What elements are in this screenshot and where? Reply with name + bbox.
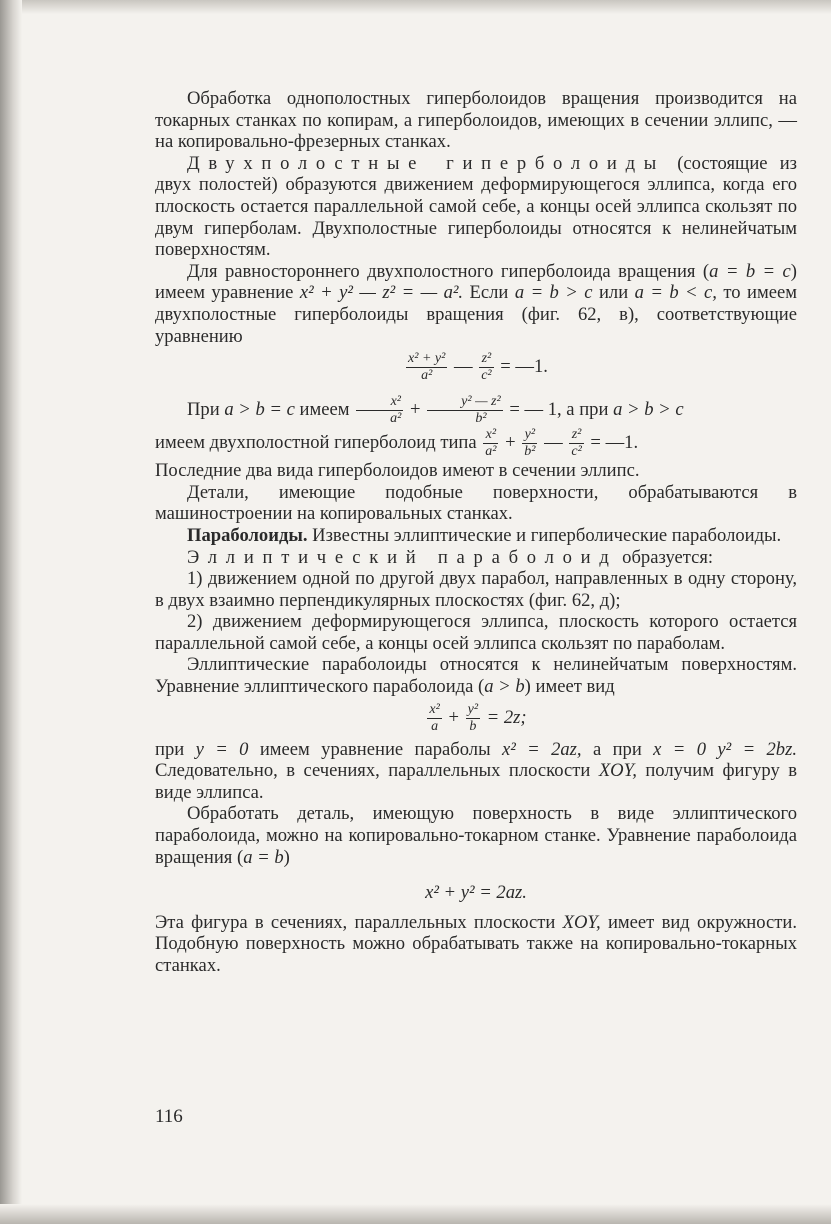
p3-eq: x² + y² — z² = — a². bbox=[299, 282, 464, 304]
p10-part: Эллиптические параболоиды относятся к нелинейчатым поверхностям. Уравнение эллиптического параболоида ( bbox=[155, 654, 797, 698]
p12-eq: a = b bbox=[243, 846, 284, 868]
paragraph-2 bbox=[155, 153, 797, 261]
numerator: x² + y² bbox=[408, 351, 446, 367]
paragraph-2-text: (состоящие из двух полостей) образуются движением деформирующегося эллипса, когда его плоскость остается параллельной самой себе, а концы осей эллипса скользят по двум гиперболам. Двухполостные гиперболоиды относятся к нелинейчатым поверхностям. bbox=[155, 152, 797, 261]
p13-eq: XOY, bbox=[562, 911, 601, 933]
paragraph-10 bbox=[155, 654, 797, 697]
p3-part: или bbox=[592, 282, 635, 304]
paragraph-11 bbox=[155, 739, 797, 804]
paragraph-3 bbox=[155, 261, 797, 347]
p3-part: то имеем двухполостные гиперболоиды вращения (фиг. 62, в), соответствующие уравнению bbox=[155, 282, 797, 347]
numerator: z² bbox=[569, 427, 583, 444]
operator: + bbox=[405, 398, 426, 420]
p3-eq: a = b < c, bbox=[634, 282, 717, 304]
p13-part: Эта фигура в сечениях, параллельных плоскости bbox=[155, 911, 563, 933]
p12-part: ) bbox=[283, 846, 290, 868]
fraction bbox=[406, 351, 447, 384]
equation-rhs: = —1. bbox=[585, 431, 639, 453]
p10-part: ) имеет вид bbox=[524, 676, 615, 698]
paragraph-4b bbox=[155, 427, 797, 460]
numerator: y² bbox=[522, 427, 537, 444]
paragraph-5: Детали, имеющие подобные поверхности, обрабатываются в машиностроении на копировальных станках. bbox=[155, 481, 797, 525]
fraction bbox=[427, 394, 503, 427]
p4-part: При bbox=[187, 398, 225, 420]
section-heading: Параболоиды. bbox=[187, 524, 308, 546]
p4-eq: a > b = c bbox=[224, 398, 295, 420]
denominator: a bbox=[431, 718, 439, 734]
numerator: y² bbox=[467, 701, 479, 717]
fraction bbox=[466, 702, 480, 735]
spaced-term: Эллиптический параболоид bbox=[187, 546, 618, 568]
paragraph-13 bbox=[155, 912, 797, 977]
denominator: a² bbox=[485, 444, 497, 460]
equation-rhs: = 2z; bbox=[482, 706, 527, 728]
p11-part: а при bbox=[581, 738, 654, 760]
numerator: y² — z² bbox=[427, 394, 503, 411]
equation-1 bbox=[155, 351, 797, 384]
p3-part: Для равностороннего двухполостного гиперболоида вращения ( bbox=[187, 260, 710, 282]
p11-part: при bbox=[155, 738, 196, 760]
fraction bbox=[569, 427, 583, 460]
page-edge-left bbox=[0, 0, 22, 1224]
operator: — bbox=[449, 355, 478, 377]
fraction bbox=[479, 351, 493, 384]
paragraph-8: 1) движением одной по другой двух парабол, направленных в одну сторону, в двух взаимно перпендикулярных плоскостях (фиг. 62, д); bbox=[155, 568, 797, 611]
equation-rhs: = —1. bbox=[495, 355, 548, 377]
numerator: x² bbox=[483, 427, 498, 444]
p3-eq: a = b > c bbox=[514, 282, 593, 304]
paragraph-7-text: образуется: bbox=[617, 546, 714, 568]
denominator: a² bbox=[421, 368, 433, 384]
p11-eq: XOY, bbox=[598, 760, 637, 782]
operator: + bbox=[500, 431, 521, 453]
paragraph-7 bbox=[155, 547, 797, 569]
p11-part: получим фигуру в виде эллипса. bbox=[155, 760, 797, 803]
paragraph-12 bbox=[155, 803, 797, 868]
numerator: z² bbox=[479, 351, 493, 368]
page-edge-bottom bbox=[0, 1204, 831, 1224]
paragraph-1: Обработка однополостных гиперболоидов вращения производится на токарных станках по копирам, а гиперболоидов, имеющих в сечении эллипс, — на копировально-фрезерных станках. bbox=[155, 88, 797, 153]
denominator: c² bbox=[571, 444, 582, 460]
paragraph-6-text: Известны эллиптические и гиперболические параболоиды. bbox=[307, 524, 782, 546]
spaced-term: Двухполостные гиперболоиды bbox=[187, 152, 666, 174]
equation-2 bbox=[155, 702, 797, 735]
paragraph-6 bbox=[155, 525, 797, 547]
p3-eq: a = b = c bbox=[709, 260, 791, 282]
equation-text: x² + y² = 2az. bbox=[425, 882, 527, 904]
p4-eq: a > b > c bbox=[613, 398, 684, 420]
p13-part: имеет вид окружности. Подобную поверхность можно обрабатывать также на копировально-токарных станках. bbox=[155, 911, 797, 976]
p4-part: имеем bbox=[294, 398, 355, 420]
operator: + bbox=[443, 706, 464, 728]
p4-part: имеем двухполостной гиперболоид типа bbox=[155, 431, 482, 453]
operator: — bbox=[539, 431, 568, 453]
paragraph-9: 2) движением деформирующегося эллипса, плоскость которого остается параллельной самой себе, а концы осей эллипса скользят по параболам. bbox=[155, 611, 797, 654]
numerator: x² bbox=[429, 701, 440, 717]
fraction bbox=[522, 427, 537, 460]
denominator: a² bbox=[390, 411, 402, 427]
p11-eq: x² = 2az, bbox=[501, 738, 582, 760]
p3-part: Если bbox=[463, 282, 515, 304]
p12-part: Обработать деталь, имеющую поверхность в виде эллиптического параболоида, можно на копировально-токарном станке. Уравнение параболоида вращения ( bbox=[155, 803, 797, 868]
fraction bbox=[483, 427, 498, 460]
page-edge-top bbox=[0, 0, 831, 14]
denominator: b bbox=[469, 718, 477, 734]
denominator: c² bbox=[481, 368, 492, 384]
paragraph-4 bbox=[155, 394, 797, 427]
denominator: b² bbox=[524, 444, 536, 460]
fraction bbox=[356, 394, 403, 427]
p3-part: ) имеем уравнение bbox=[155, 260, 797, 304]
p11-part: Следовательно, в сечениях, параллельных плоскости bbox=[155, 760, 599, 782]
denominator: b² bbox=[475, 411, 487, 427]
p4-part: = — 1, а при bbox=[504, 398, 614, 420]
p11-eq: y = 0 bbox=[195, 738, 249, 760]
paragraph-4-tail: Последние два вида гиперболоидов имеют в сечении эллипс. bbox=[155, 460, 640, 482]
page-number: 116 bbox=[155, 1106, 183, 1127]
fraction bbox=[427, 702, 441, 735]
p11-part: имеем уравнение параболы bbox=[248, 738, 502, 760]
numerator: x² bbox=[356, 394, 403, 411]
p11-eq: x = 0 y² = 2bz. bbox=[653, 738, 797, 760]
equation-3 bbox=[155, 882, 797, 904]
p10-eq: a > b bbox=[484, 676, 525, 698]
body-text bbox=[155, 88, 797, 977]
